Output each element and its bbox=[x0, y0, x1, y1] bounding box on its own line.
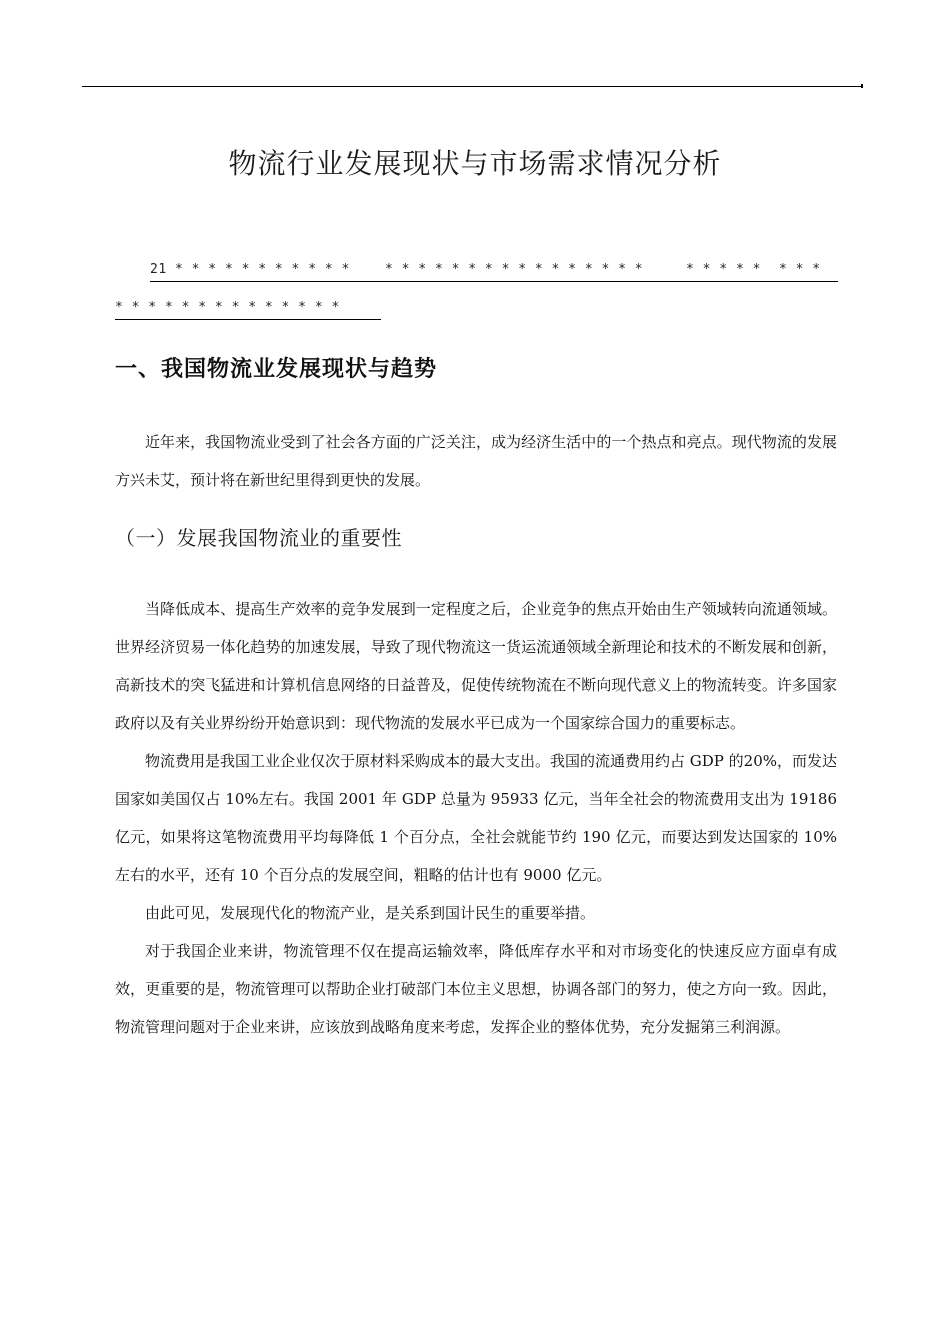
paragraph: 由此可见，发展现代化的物流产业，是关系到国计民生的重要举措。 bbox=[145, 904, 596, 922]
section-intro bbox=[115, 423, 837, 499]
document-title: 物流行业发展现状与市场需求情况分析 bbox=[228, 147, 722, 180]
paragraph: 物流费用是我国工业企业仅次于原材料采购成本的最大支出。我国的流通费用约占 GDP 的20%，而发达国家如美国仅占 10%左右。我国 2001 年 GDP 总量为 95933 亿元，当年全社会的物流费用支出为 19186 亿元，如果将这笔物流费用平均每降低 1 个百分点，全社会就能节约 190 亿元，而要达到发达国家的 10%左右的水平，还有 10 个百分点的发展空间，粗略的估计也有 9000 亿元。 bbox=[115, 752, 837, 884]
subsection-heading: （一）发展我国物流业的重要性 bbox=[115, 526, 402, 550]
header-rule bbox=[82, 86, 862, 87]
section-heading: 一、我国物流业发展现状与趋势 bbox=[115, 357, 438, 382]
header-underline bbox=[150, 281, 838, 282]
header-rule-tick bbox=[861, 84, 863, 88]
header-garbled-text-4: * * * bbox=[779, 262, 821, 277]
subsection-body bbox=[115, 590, 837, 1046]
paragraph: 当降低成本、提高生产效率的竞争发展到一定程度之后，企业竞争的焦点开始由生产领域转向流通领域。世界经济贸易一体化趋势的加速发展，导致了现代物流这一货运流通领域全新理论和技术的不断发展和创新，高新技术的突飞猛进和计算机信息网络的日益普及，促使传统物流在不断向现代意义上的物流转变。许多国家政府以及有关业界纷纷开始意识到：现代物流的发展水平已成为一个国家综合国力的重要标志。 bbox=[115, 600, 837, 732]
paragraph: 近年来，我国物流业受到了社会各方面的广泛关注，成为经济生活中的一个热点和亮点。现代物流的发展方兴未艾，预计将在新世纪里得到更快的发展。 bbox=[115, 433, 837, 489]
header-garbled-text-1: 21 * * * * * * * * * * * bbox=[150, 262, 350, 277]
header-garbled-text-2: * * * * * * * * * * * * * * * * bbox=[385, 262, 644, 277]
header-underline-short bbox=[115, 319, 381, 320]
header-garbled-text-3: * * * * * bbox=[686, 262, 761, 277]
paragraph: 对于我国企业来讲，物流管理不仅在提高运输效率，降低库存水平和对市场变化的快速反应方面卓有成效，更重要的是，物流管理可以帮助企业打破部门本位主义思想，协调各部门的努力，使之方向一致。因此，物流管理问题对于企业来讲，应该放到战略角度来考虑，发挥企业的整体优势，充分发掘第三利润源。 bbox=[115, 942, 837, 1036]
header-garbled-text-5: * * * * * * * * * * * * * * bbox=[115, 300, 340, 315]
